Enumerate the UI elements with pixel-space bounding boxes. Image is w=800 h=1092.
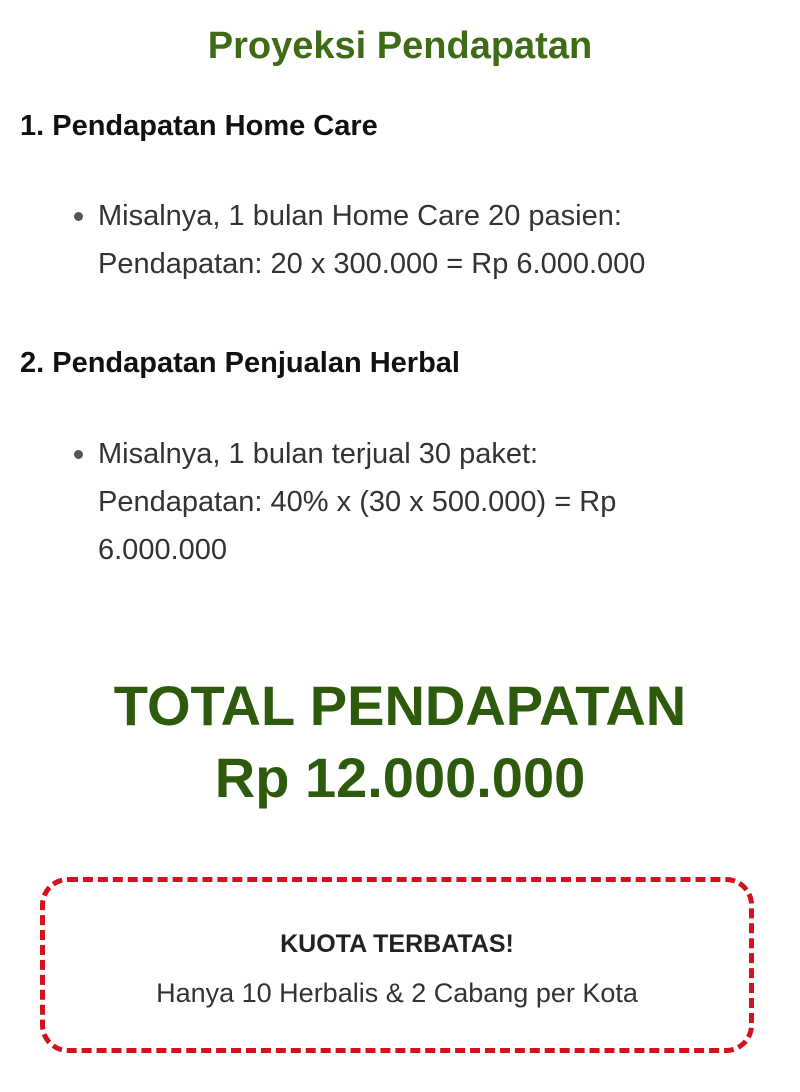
total-revenue [0, 670, 800, 814]
bullet-text-line: Pendapatan: 40% x (30 x 500.000) = Rp [98, 486, 617, 518]
bullet-text-line: Misalnya, 1 bulan Home Care 20 pasien: [98, 200, 622, 232]
list-item-herbal-sales [98, 430, 738, 574]
section-heading-home-care: 1. Pendapatan Home Care [20, 110, 378, 142]
quota-title: KUOTA TERBATAS! [280, 930, 514, 958]
total-amount: Rp 12.000.000 [214, 746, 586, 809]
bullet-text-line: Misalnya, 1 bulan terjual 30 paket: [98, 438, 539, 470]
bullet-text-line: Pendapatan: 20 x 300.000 = Rp 6.000.000 [98, 248, 646, 280]
quota-notice-box [40, 877, 754, 1053]
bullet-icon [74, 450, 83, 459]
bullet-text-line: 6.000.000 [98, 534, 228, 566]
list-item-home-care [98, 192, 738, 288]
page-title: Proyeksi Pendapatan [207, 25, 593, 67]
section-heading-herbal-sales: 2. Pendapatan Penjualan Herbal [20, 347, 460, 379]
quota-text: Hanya 10 Herbalis & 2 Cabang per Kota [156, 978, 638, 1008]
bullet-icon [74, 212, 83, 221]
total-label: TOTAL PENDAPATAN [113, 674, 687, 737]
